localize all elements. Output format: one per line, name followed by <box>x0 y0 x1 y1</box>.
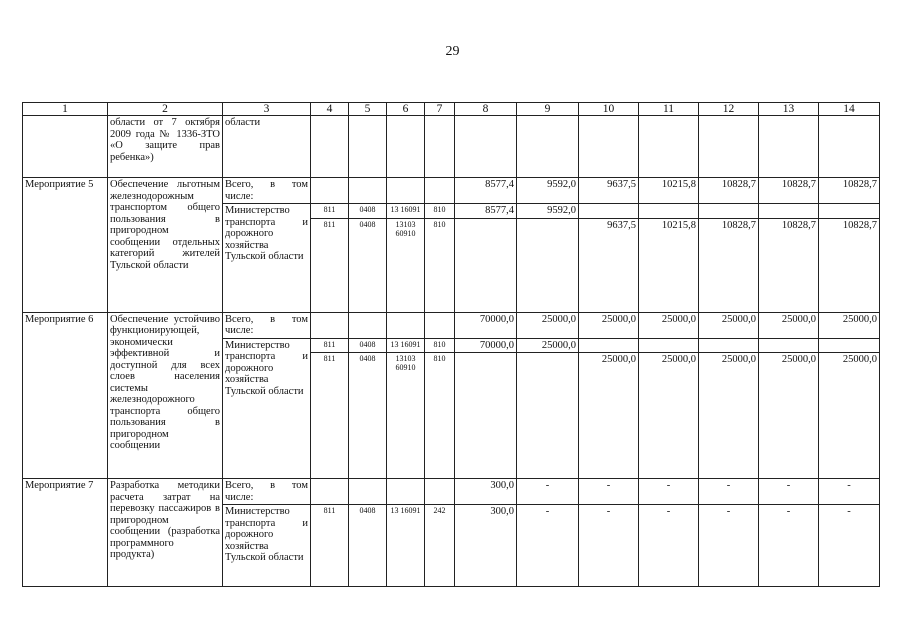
cell <box>455 116 517 178</box>
code-cell: 13 16091 <box>387 338 425 353</box>
code-cell: 810 <box>425 353 455 479</box>
cell <box>311 178 349 204</box>
amount-cell: 25000,0 <box>699 353 759 479</box>
continuation-executor: области <box>223 116 311 178</box>
executor: Министерство транспорта и дорожного хозяйства Тульской области <box>223 204 311 313</box>
amount-cell: - <box>579 479 639 505</box>
amount-cell: 25000,0 <box>759 312 819 338</box>
col-header: 8 <box>455 103 517 116</box>
amount-cell: 10215,8 <box>639 218 699 312</box>
cell <box>387 178 425 204</box>
code-cell: 0408 <box>349 338 387 353</box>
budget-table <box>22 102 880 587</box>
cell <box>311 116 349 178</box>
col-header: 6 <box>387 103 425 116</box>
cell <box>23 116 108 178</box>
amount-cell: - <box>819 505 880 587</box>
code-cell: 811 <box>311 218 349 312</box>
code-cell: 0408 <box>349 204 387 219</box>
col-header: 3 <box>223 103 311 116</box>
col-header: 12 <box>699 103 759 116</box>
code-cell: 13103 60910 <box>387 218 425 312</box>
executor: Министерство транспорта и дорожного хозяйства Тульской области <box>223 338 311 479</box>
col-header: 9 <box>517 103 579 116</box>
event-name: Мероприятие 5 <box>23 178 108 313</box>
continuation-description: области от 7 октября 2009 года № 1336-ЗТО «О защите прав ребенка») <box>108 116 223 178</box>
event-5-total-row <box>23 178 880 204</box>
executor: Министерство транспорта и дорожного хозяйства Тульской области <box>223 505 311 587</box>
amount-cell: 25000,0 <box>819 312 880 338</box>
amount-cell: - <box>759 479 819 505</box>
amount-cell: 25000,0 <box>759 353 819 479</box>
event-name: Мероприятие 7 <box>23 479 108 587</box>
col-header: 11 <box>639 103 699 116</box>
amount-cell: 10828,7 <box>699 218 759 312</box>
amount-cell <box>579 338 639 353</box>
code-cell: 811 <box>311 353 349 479</box>
col-header: 1 <box>23 103 108 116</box>
amount-cell <box>455 353 517 479</box>
cell <box>699 116 759 178</box>
amount-cell: - <box>517 505 579 587</box>
amount-cell <box>699 338 759 353</box>
amount-cell <box>759 204 819 219</box>
amount-cell: 8577,4 <box>455 204 517 219</box>
amount-cell: - <box>639 505 699 587</box>
cell <box>311 479 349 505</box>
cell <box>387 479 425 505</box>
amount-cell: - <box>579 505 639 587</box>
amount-cell: 25000,0 <box>579 353 639 479</box>
page-number: 29 <box>445 44 460 59</box>
amount-cell: 300,0 <box>455 505 517 587</box>
amount-cell: 25000,0 <box>699 312 759 338</box>
amount-cell: 25000,0 <box>517 312 579 338</box>
amount-cell: 300,0 <box>455 479 517 505</box>
event-description: Разработка методики расчета затрат на перевозку пассажиров в пригородном сообщении (разработка программного продукта) <box>108 479 223 587</box>
amount-cell: - <box>699 505 759 587</box>
cell <box>387 116 425 178</box>
col-header: 5 <box>349 103 387 116</box>
code-cell: 13 16091 <box>387 505 425 587</box>
cell <box>579 116 639 178</box>
amount-cell: 25000,0 <box>639 312 699 338</box>
amount-cell: 25000,0 <box>517 338 579 353</box>
amount-cell: 10215,8 <box>639 178 699 204</box>
cell <box>349 479 387 505</box>
header-row <box>23 103 880 116</box>
event-7-total-row <box>23 479 880 505</box>
amount-cell <box>819 338 880 353</box>
code-cell: 0408 <box>349 505 387 587</box>
amount-cell: - <box>819 479 880 505</box>
col-header: 10 <box>579 103 639 116</box>
cell <box>425 116 455 178</box>
amount-cell: 10828,7 <box>759 218 819 312</box>
total-label: Всего, в том числе: <box>223 312 311 338</box>
amount-cell: 9637,5 <box>579 218 639 312</box>
total-label: Всего, в том числе: <box>223 178 311 204</box>
code-cell: 0408 <box>349 218 387 312</box>
col-header: 4 <box>311 103 349 116</box>
amount-cell <box>819 204 880 219</box>
cell <box>311 312 349 338</box>
code-cell: 811 <box>311 505 349 587</box>
cell <box>387 312 425 338</box>
amount-cell: 9592,0 <box>517 178 579 204</box>
cell <box>639 116 699 178</box>
code-cell: 811 <box>311 338 349 353</box>
amount-cell: 10828,7 <box>819 178 880 204</box>
amount-cell <box>639 338 699 353</box>
amount-cell: 25000,0 <box>579 312 639 338</box>
col-header: 14 <box>819 103 880 116</box>
cell <box>425 178 455 204</box>
amount-cell: 9592,0 <box>517 204 579 219</box>
amount-cell: 10828,7 <box>819 218 880 312</box>
amount-cell <box>517 353 579 479</box>
cell <box>349 178 387 204</box>
code-cell: 811 <box>311 204 349 219</box>
cell <box>517 116 579 178</box>
total-label: Всего, в том числе: <box>223 479 311 505</box>
amount-cell: 8577,4 <box>455 178 517 204</box>
cell <box>425 312 455 338</box>
col-header: 13 <box>759 103 819 116</box>
amount-cell: 70000,0 <box>455 312 517 338</box>
code-cell: 242 <box>425 505 455 587</box>
amount-cell: 10828,7 <box>759 178 819 204</box>
code-cell: 810 <box>425 218 455 312</box>
amount-cell <box>639 204 699 219</box>
cell <box>819 116 880 178</box>
amount-cell <box>759 338 819 353</box>
amount-cell: 70000,0 <box>455 338 517 353</box>
amount-cell <box>699 204 759 219</box>
amount-cell: 25000,0 <box>639 353 699 479</box>
amount-cell: 9637,5 <box>579 178 639 204</box>
amount-cell: 25000,0 <box>819 353 880 479</box>
code-cell: 13103 60910 <box>387 353 425 479</box>
event-name: Мероприятие 6 <box>23 312 108 479</box>
cell <box>425 479 455 505</box>
event-description: Обеспечение льготным железнодорожным транспортом общего пользования в пригородном сообщении отдельных категорий жителей Тульской области <box>108 178 223 313</box>
code-cell: 13 16091 <box>387 204 425 219</box>
col-header: 2 <box>108 103 223 116</box>
event-description: Обеспечение устойчиво функционирующей, экономически эффективной и доступной для всех слоев населения системы железнодорожного транспорта общего пользования в пригородном сообщении <box>108 312 223 479</box>
cell <box>349 312 387 338</box>
code-cell: 0408 <box>349 353 387 479</box>
col-header: 7 <box>425 103 455 116</box>
code-cell: 810 <box>425 204 455 219</box>
amount-cell <box>579 204 639 219</box>
amount-cell: - <box>517 479 579 505</box>
event-6-total-row <box>23 312 880 338</box>
amount-cell: 10828,7 <box>699 178 759 204</box>
amount-cell <box>517 218 579 312</box>
amount-cell: - <box>759 505 819 587</box>
amount-cell: - <box>639 479 699 505</box>
cell <box>759 116 819 178</box>
continuation-row <box>23 116 880 178</box>
amount-cell: - <box>699 479 759 505</box>
amount-cell <box>455 218 517 312</box>
code-cell: 810 <box>425 338 455 353</box>
cell <box>349 116 387 178</box>
